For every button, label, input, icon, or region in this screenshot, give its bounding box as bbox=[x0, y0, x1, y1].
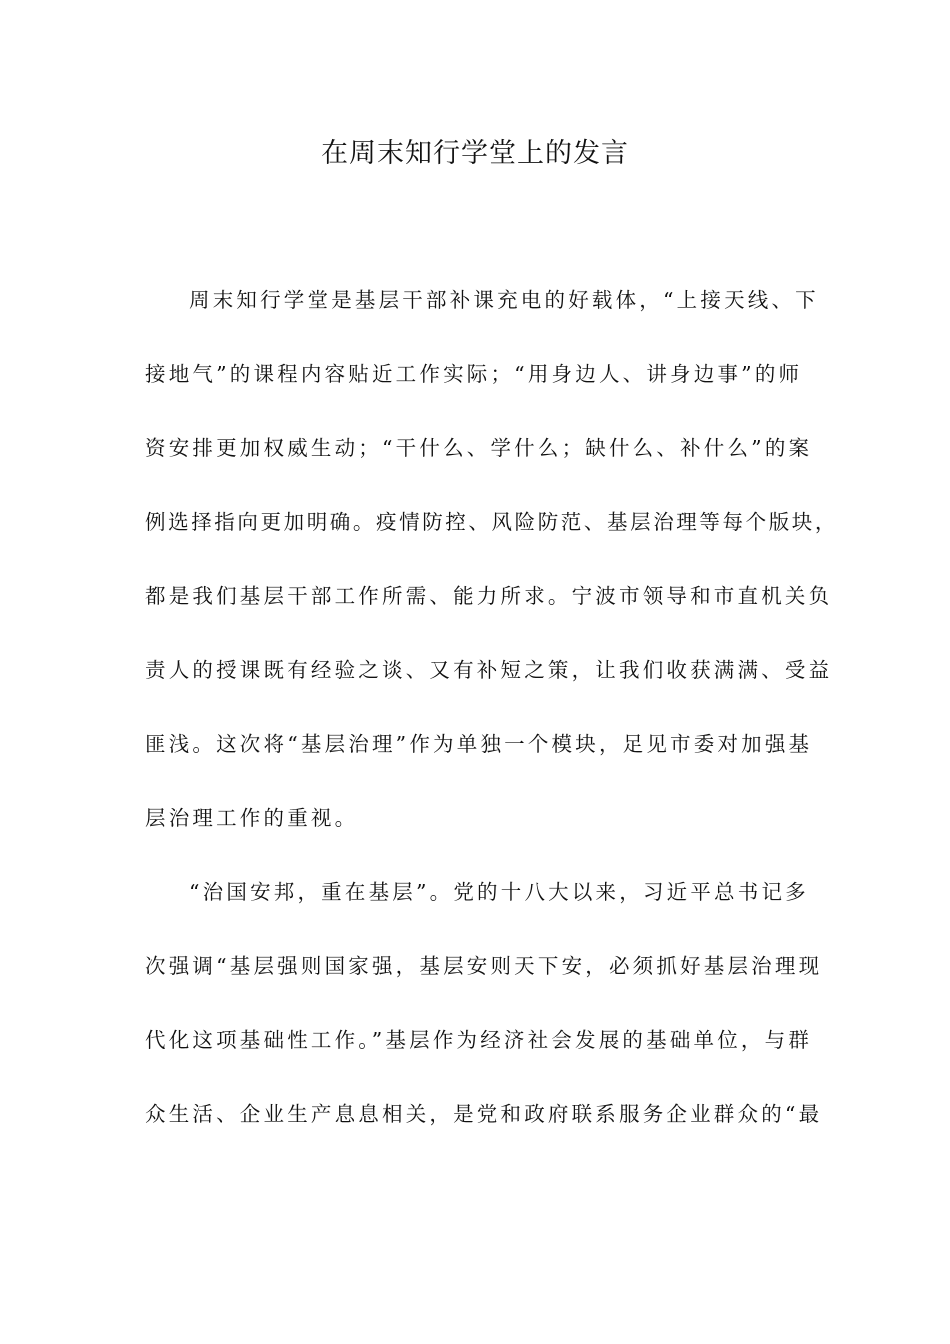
document-title: 在周末知行学堂上的发言 bbox=[321, 138, 629, 169]
paragraph-1-line-6: 责人的授课既有经验之谈、又有补短之策，让我们收获满满、受益 bbox=[145, 658, 833, 682]
paragraph-2-line-4: 众生活、企业生产息息相关，是党和政府联系服务企业群众的“最 bbox=[145, 1102, 823, 1126]
paragraph-1-line-1: 周末知行学堂是基层干部补课充电的好载体，“上接天线、下 bbox=[189, 288, 819, 312]
paragraph-2-line-1: “治国安邦，重在基层”。党的十八大以来，习近平总书记多 bbox=[189, 880, 809, 904]
paragraph-2-line-3: 代化这项基础性工作。”基层作为经济社会发展的基础单位，与群 bbox=[145, 1028, 813, 1052]
paragraph-1-line-5: 都是我们基层干部工作所需、能力所求。宁波市领导和市直机关负 bbox=[145, 584, 833, 608]
paragraph-1-line-4: 例选择指向更加明确。疫情防控、风险防范、基层治理等每个版块， bbox=[145, 510, 838, 534]
document-body bbox=[145, 280, 838, 1168]
paragraph-2-line-2: 次强调“基层强则国家强，基层安则天下安，必须抓好基层治理现 bbox=[145, 954, 823, 978]
paragraph-1-line-3: 资安排更加权威生动；“干什么、学什么；缺什么、补什么”的案 bbox=[145, 436, 813, 460]
paragraph-1-line-8: 层治理工作的重视。 bbox=[145, 806, 359, 830]
paragraph-1-line-2: 接地气”的课程内容贴近工作实际；“用身边人、讲身边事”的师 bbox=[145, 362, 803, 386]
paragraph-1-line-7: 匪浅。这次将“基层治理”作为单独一个模块，足见市委对加强基 bbox=[145, 732, 813, 756]
